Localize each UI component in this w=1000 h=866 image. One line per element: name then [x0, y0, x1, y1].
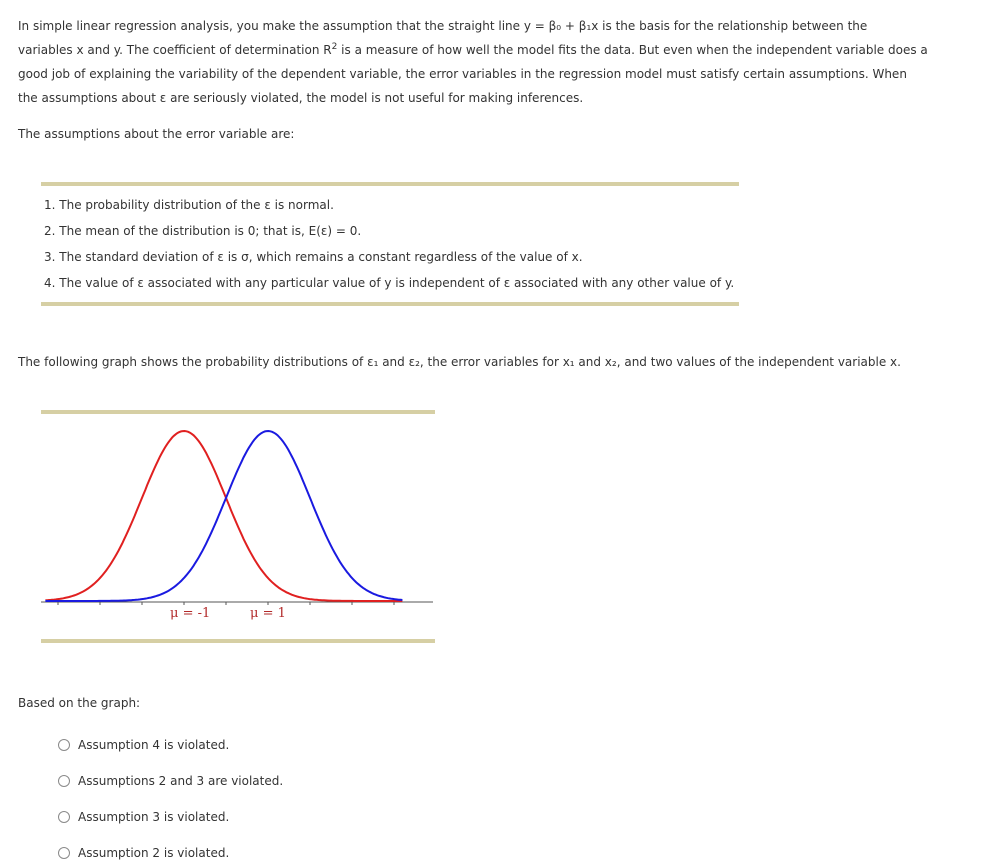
question-text: Based on the graph: — [18, 696, 141, 710]
radio-option-4[interactable] — [58, 847, 70, 859]
assumption-3: 3. The standard deviation of ε is σ, which remains a constant regardless of the value of x. — [44, 250, 583, 264]
intro-line-4: the assumptions about ε are seriously violated, the model is not useful for making inferences. — [18, 91, 584, 105]
radio-option-1[interactable] — [58, 739, 70, 751]
assumption-4: 4. The value of ε associated with any particular value of y is independent of ε associated with any other value of y. — [44, 276, 735, 290]
intro-line-3: good job of explaining the variability of the dependent variable, the error variables in the regression model must satisfy certain assumptions. When — [18, 67, 907, 81]
intro-line-2b: is a measure of how well the model fits the data. But even when the independent variable does a — [337, 43, 928, 57]
graph-top-rule — [41, 410, 435, 414]
distribution-graph — [41, 420, 435, 634]
option-4-label: Assumption 2 is violated. — [78, 846, 230, 860]
option-2[interactable] — [58, 774, 283, 788]
assumptions-top-rule — [41, 182, 739, 186]
option-3-label: Assumption 3 is violated. — [78, 810, 230, 824]
mu-left-label: μ = -1 — [170, 606, 211, 621]
graph-bottom-rule — [41, 639, 435, 643]
radio-option-3[interactable] — [58, 811, 70, 823]
intro-line-2a: variables x and y. The coefficient of determination R — [18, 43, 332, 57]
option-1-label: Assumption 4 is violated. — [78, 738, 230, 752]
assumption-2: 2. The mean of the distribution is 0; that is, E(ε) = 0. — [44, 224, 362, 238]
option-1[interactable] — [58, 738, 229, 752]
option-3[interactable] — [58, 810, 229, 824]
intro-line-2 — [18, 38, 958, 62]
assumption-1: 1. The probability distribution of the ε is normal. — [44, 198, 334, 212]
assumptions-bottom-rule — [41, 302, 739, 306]
option-2-label: Assumptions 2 and 3 are violated. — [78, 774, 284, 788]
distribution-plot — [41, 420, 435, 634]
option-4[interactable] — [58, 846, 229, 860]
assumptions-heading: The assumptions about the error variable are: — [18, 127, 295, 141]
radio-option-2[interactable] — [58, 775, 70, 787]
blue-distribution-curve — [45, 431, 402, 601]
r-squared-exponent: 2 — [331, 42, 338, 52]
graph-intro: The following graph shows the probability distributions of ε₁ and ε₂, the error variables for x₁ and x₂, and two values of the independent variable x. — [18, 355, 901, 369]
intro-line-1: In simple linear regression analysis, you make the assumption that the straight line y = β₀ + β₁x is the basis for the relationship between the — [18, 19, 868, 33]
mu-right-label: μ = 1 — [250, 606, 286, 621]
